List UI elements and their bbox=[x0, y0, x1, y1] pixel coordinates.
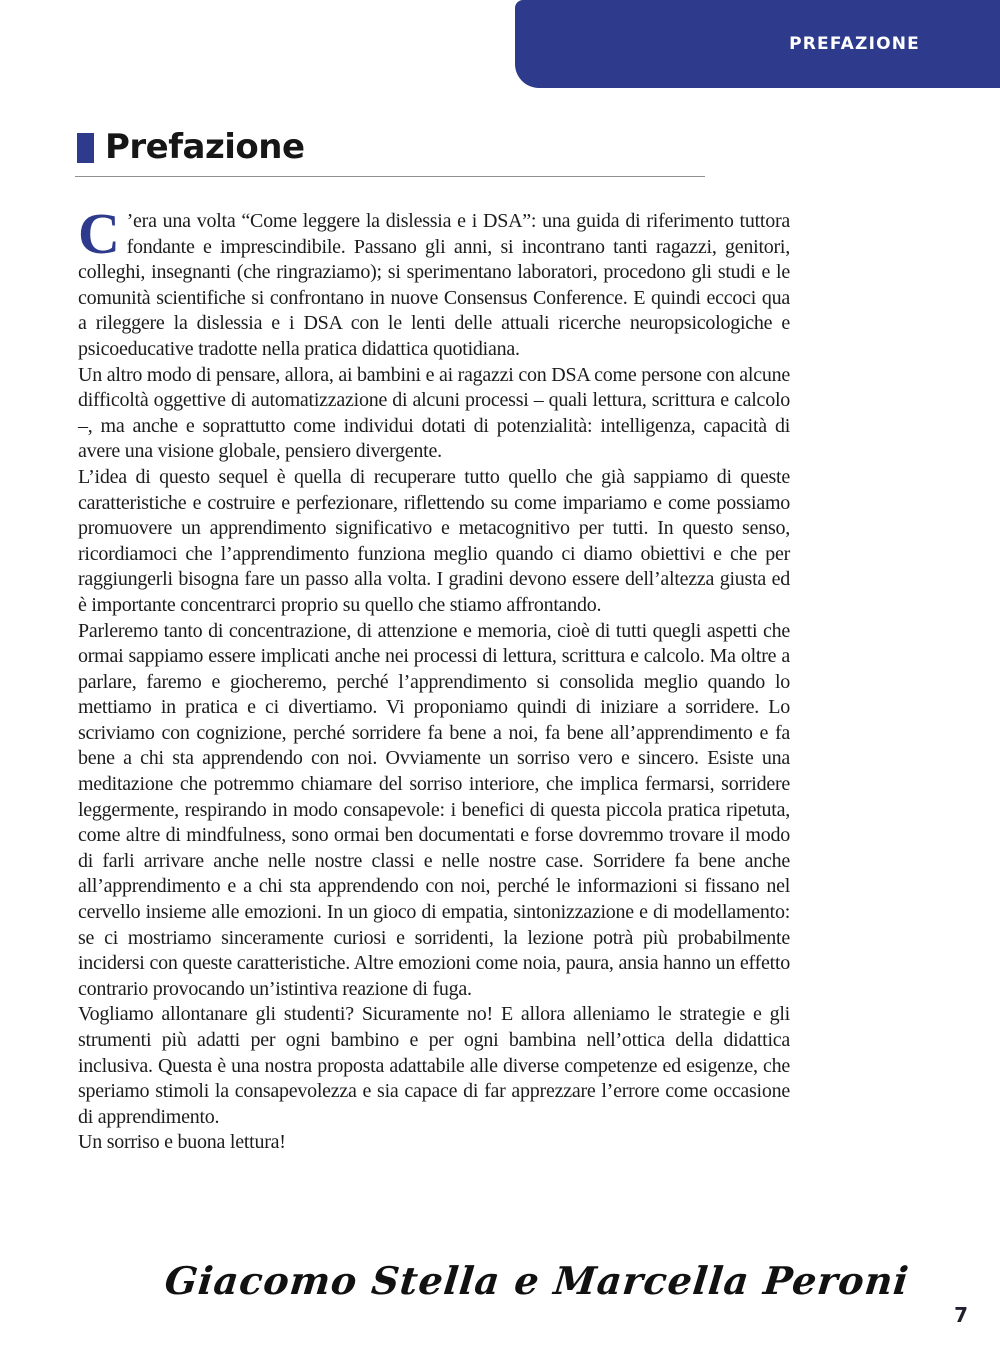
running-head-tab bbox=[515, 0, 1000, 88]
page-title: Prefazione bbox=[105, 127, 305, 167]
chapter-title-row bbox=[77, 127, 305, 167]
drop-cap: C bbox=[78, 201, 120, 266]
preface-paragraph-6: Un sorriso e buona lettura! bbox=[78, 1131, 286, 1154]
paragraph-text: ’era una volta “Come leggere la dislessia e i DSA”: una guida di riferimento tuttora fondante e imprescindibile. Passano gli anni, si incontrano tanti ragazzi, genitori, colleghi, insegnanti (che ringraziamo); si sperimentano laboratori, procedono gli studi e le comunità scientifiche si confrontano in nuove Consensus Conference. E quindi eccoci qua a rileggere la dislessia e i DSA con le lenti delle attuali ricerche neuropsicologiche e psicoeducative tradotte nella pratica didattica quotidiana. bbox=[78, 210, 790, 360]
page-number: 7 bbox=[954, 1303, 968, 1327]
preface-paragraph-5: Vogliamo allontanare gli studenti? Sicuramente no! E allora alleniamo le strategie e gli strumenti più adatti per ogni bambino e per ogni bambina nell’ottica della didattica inclusiva. Questa è una nostra proposta adattabile alle diverse competenze ed esigenze, che speriamo stimoli la consapevolezza e sia capace di far apprezzare l’errore come occasione di apprendimento. bbox=[78, 1003, 790, 1128]
authors-signature: Giacomo Stella e Marcella Peroni bbox=[162, 1258, 912, 1303]
running-head-label: PREFAZIONE bbox=[789, 34, 920, 54]
preface-paragraph-3: L’idea di questo sequel è quella di recuperare tutto quello che già sappiamo di queste caratteristiche e costruire e perfezionare, riflettendo su come impariamo e come possiamo promuovere un apprendimento significativo e metacognitivo per tutti. In questo senso, ricordiamoci che l’apprendimento funziona meglio quando ci diamo obiettivi e che per raggiungerli bisogna fare un passo alla volta. I gradini devono essere dell’altezza giusta ed è importante concentrarci proprio su quello che stiamo affrontando. bbox=[78, 465, 790, 616]
preface-paragraph-4: Parleremo tanto di concentrazione, di attenzione e memoria, cioè di tutti quegli aspetti che ormai sappiamo essere implicati anche nei processi di lettura, scrittura e calcolo. Ma oltre a parlare, faremo e giocheremo, perché l’apprendimento si consolida meglio quando lo mettiamo in pratica e ci divertiamo. Vi proponiamo quindi di iniziare a sorridere. Lo scriviamo con cognizione, perché sorridere fa bene a noi, fa bene all’apprendimento e fa bene a chi sta apprendendo con noi. Ovviamente un sorriso vero e sincero. Esiste una meditazione che potremmo chiamare del sorriso interiore, che implica fermarsi, sorridere leggermente, respirando in modo consapevole: i benefici di questa piccola pratica ripetuta, come altre di mindfulness, sono ormai ben documentati e forse dovremmo trovare il modo di farli arrivare anche nelle nostre classi e nelle nostre case. Sorridere fa bene anche all’apprendimento e a chi sta apprendendo con noi, perché le informazioni si fissano nel cervello insieme alle emozioni. In un gioco di empatia, sintonizzazione e di modellamento: se ci mostriamo sinceramente curiosi e sorridenti, la lezione potrà più probabilmente incidersi con queste caratteristiche. Altre emozioni come noia, paura, ansia hanno un effetto contrario provocando un’istintiva reazione di fuga. bbox=[78, 619, 790, 1000]
preface-paragraph-2: Un altro modo di pensare, allora, ai bambini e ai ragazzi con DSA come persone con alcune difficoltà oggettive di automatizzazione di alcuni processi – quali lettura, scrittura e calcolo –, ma anche e soprattutto come individui dotati di potenzialità: intelligenza, capacità di avere una visione globale, pensiero divergente. bbox=[78, 363, 790, 463]
title-marker-square bbox=[77, 133, 94, 163]
title-divider-rule bbox=[75, 176, 705, 177]
preface-body bbox=[78, 201, 790, 1156]
preface-paragraph-1 bbox=[78, 201, 790, 363]
